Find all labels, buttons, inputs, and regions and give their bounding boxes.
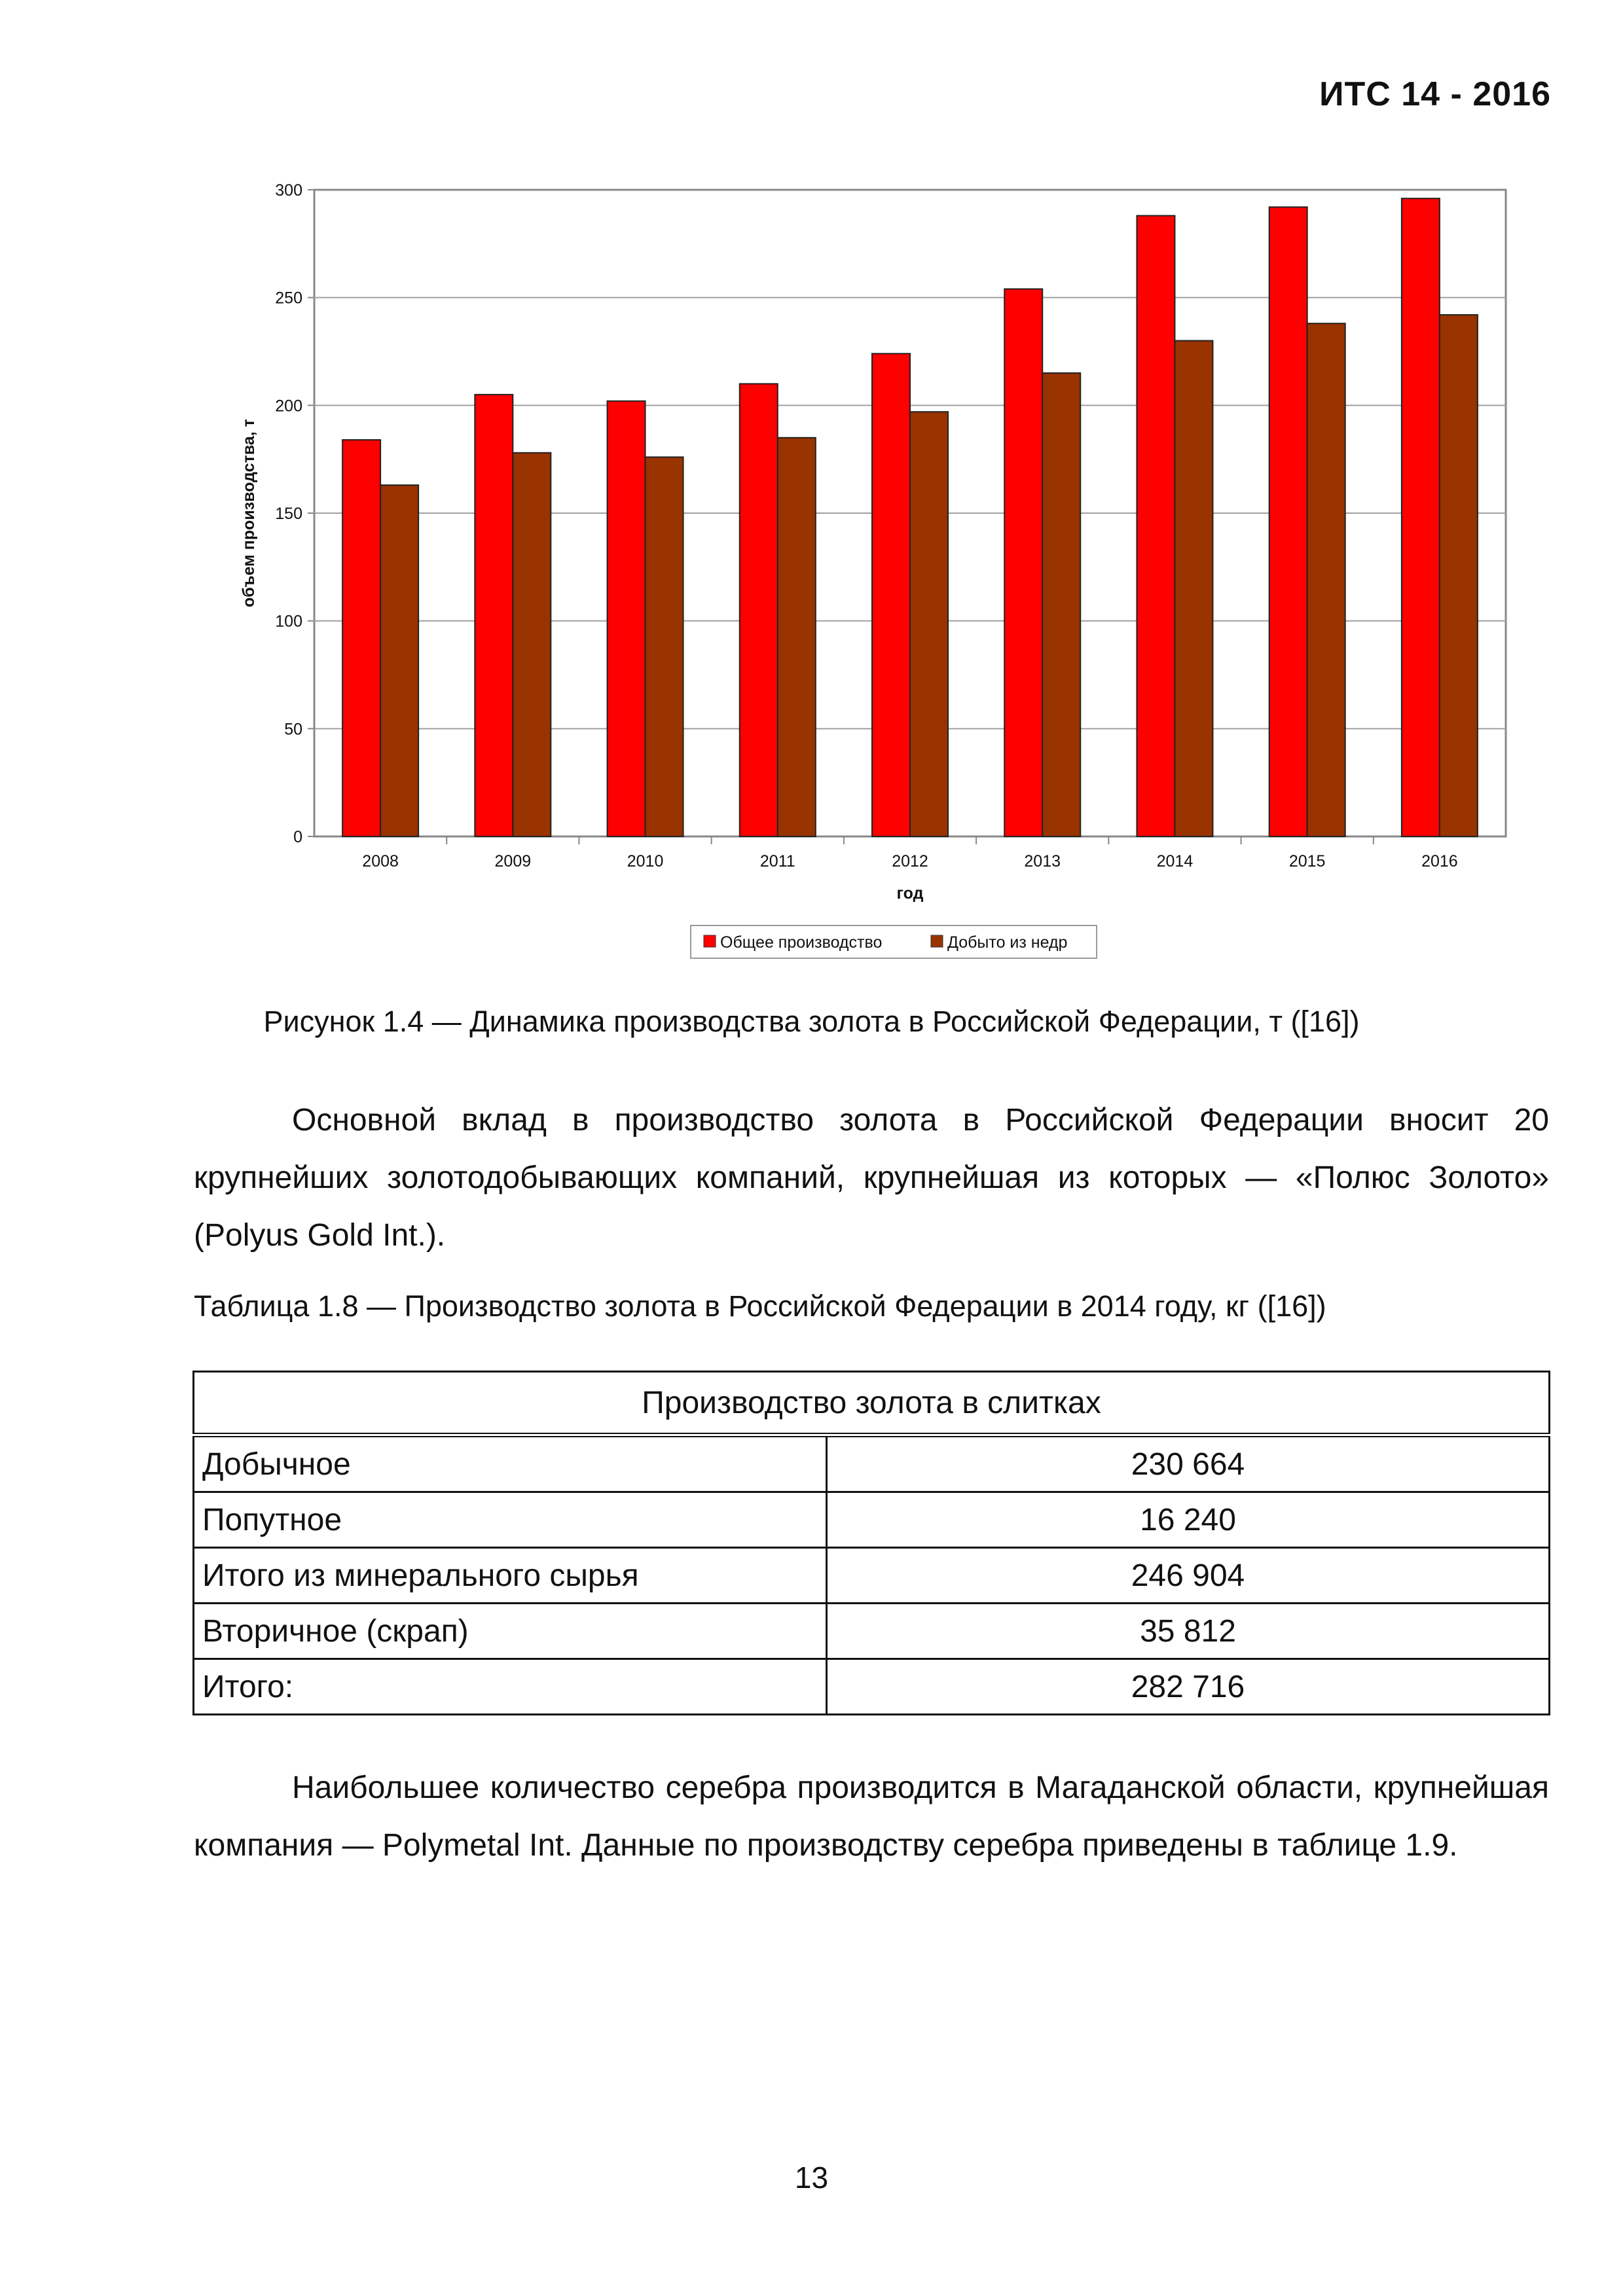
- row-label: Итого из минерального сырья: [194, 1548, 827, 1604]
- paragraph-text: Основной вклад в производство золота в Российской Федерации вносит 20 крупнейших золотодобывающих компаний, крупнейшая из которых — «Полюс Золото» (Polyus Gold Int.).: [194, 1103, 1549, 1253]
- bar-mined-2015: [1307, 323, 1345, 836]
- table-row: [194, 1659, 1550, 1715]
- x-tick-labels: [362, 836, 1457, 870]
- legend-swatch-mined: [931, 935, 943, 947]
- row-label: Добычное: [194, 1435, 827, 1492]
- y-tick-label: 300: [275, 181, 302, 200]
- y-tick-label: 250: [275, 289, 302, 308]
- x-tick-label: 2011: [759, 852, 795, 870]
- table-header-row: [194, 1372, 1550, 1435]
- table-row: [194, 1435, 1550, 1492]
- row-label: Вторичное (скрап): [194, 1604, 827, 1659]
- row-value: 282 716: [827, 1659, 1550, 1715]
- y-tick-label: 100: [275, 612, 302, 631]
- y-tick-label: 150: [275, 505, 302, 523]
- paragraph-text: Наибольшее количество серебра производится в Магаданской области, крупнейшая компания — Polymetal Int. Данные по производству серебра приведены в таблице 1.9.: [194, 1770, 1549, 1863]
- bar-total-2016: [1402, 198, 1440, 836]
- y-tick-labels: [275, 181, 314, 846]
- row-label: Попутное: [194, 1492, 827, 1548]
- legend-label-mined: Добыто из недр: [947, 933, 1068, 952]
- bar-total-2010: [608, 401, 646, 836]
- x-tick-label: 2013: [1024, 852, 1061, 870]
- bar-mined-2010: [646, 457, 684, 836]
- x-tick-label: 2016: [1421, 852, 1458, 870]
- table-row: [194, 1548, 1550, 1604]
- row-value: 35 812: [827, 1604, 1550, 1659]
- bar-total-2015: [1269, 207, 1307, 836]
- row-value: 246 904: [827, 1548, 1550, 1604]
- bar-total-2014: [1137, 216, 1175, 836]
- bar-total-2012: [872, 353, 910, 836]
- bar-mined-2008: [380, 485, 418, 836]
- bar-mined-2012: [910, 412, 948, 836]
- bar-total-2013: [1004, 289, 1042, 836]
- document-code: ИТС 14 - 2016: [1319, 75, 1551, 113]
- legend-swatch-total: [704, 935, 716, 947]
- x-tick-label: 2014: [1156, 852, 1194, 870]
- x-tick-label: 2009: [494, 852, 532, 870]
- gold-production-chart: [223, 177, 1525, 969]
- x-tick-label: 2010: [627, 852, 664, 870]
- bar-mined-2016: [1440, 315, 1478, 836]
- table-header-cell: Производство золота в слитках: [194, 1372, 1550, 1435]
- table-row: [194, 1492, 1550, 1548]
- bar-mined-2011: [778, 438, 816, 836]
- figure-caption: Рисунок 1.4 — Динамика производства золота в Российской Федерации, т ([16]): [263, 1005, 1360, 1038]
- y-axis-label: объем производства, т: [240, 419, 258, 607]
- y-tick-label: 200: [275, 397, 302, 416]
- legend: [691, 925, 1097, 958]
- x-tick-label: 2008: [362, 852, 399, 870]
- row-label: Итого:: [194, 1659, 827, 1715]
- legend-label-total: Общее производство: [720, 933, 883, 952]
- bar-total-2011: [740, 384, 778, 836]
- table-row: [194, 1604, 1550, 1659]
- bar-total-2009: [475, 395, 513, 836]
- y-tick-label: 50: [284, 720, 302, 739]
- bar-mined-2009: [513, 453, 551, 836]
- x-tick-label: 2012: [892, 852, 928, 870]
- paragraph-main-contribution: [194, 1092, 1549, 1265]
- bar-mined-2013: [1042, 373, 1080, 836]
- bar-mined-2014: [1175, 341, 1213, 836]
- gold-production-table: [192, 1371, 1550, 1715]
- y-tick-label: 0: [293, 828, 302, 846]
- row-value: 230 664: [827, 1435, 1550, 1492]
- bar-total-2008: [342, 440, 380, 836]
- row-value: 16 240: [827, 1492, 1550, 1548]
- page-number: 13: [794, 2161, 829, 2195]
- paragraph-silver: [194, 1759, 1549, 1874]
- table-caption: Таблица 1.8 — Производство золота в Российской Федерации в 2014 году, кг ([16]): [194, 1289, 1326, 1323]
- x-axis-label: год: [896, 884, 924, 903]
- x-tick-label: 2015: [1288, 852, 1326, 870]
